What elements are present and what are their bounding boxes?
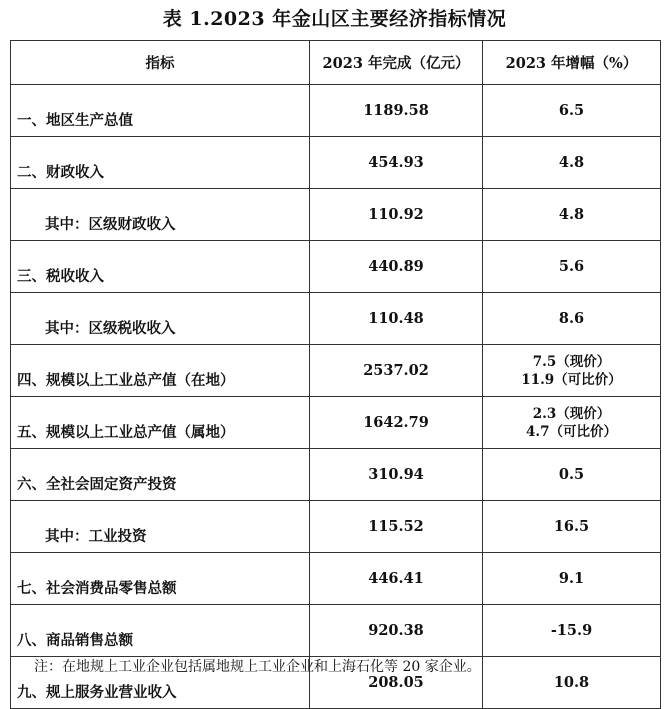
- growth-value: 11.9（可比价）: [521, 371, 622, 388]
- indicator-value: 110.92: [310, 189, 483, 241]
- header-row: [11, 41, 661, 85]
- indicator-name: 其中：工业投资: [11, 501, 310, 553]
- table-row: [11, 189, 661, 241]
- indicator-growth: [483, 85, 661, 137]
- indicator-growth: [483, 657, 661, 709]
- indicator-value: 310.94: [310, 449, 483, 501]
- indicator-growth: [483, 345, 661, 397]
- indicator-name: 二、财政收入: [11, 137, 310, 189]
- indicator-value: 446.41: [310, 553, 483, 605]
- table-row: [11, 501, 661, 553]
- indicator-name: 其中：区级财政收入: [11, 189, 310, 241]
- indicator-growth: [483, 501, 661, 553]
- indicator-name: 一、地区生产总值: [11, 85, 310, 137]
- indicator-name: 四、规模以上工业总产值（在地）: [11, 345, 310, 397]
- table-row: [11, 293, 661, 345]
- indicator-table: [10, 40, 661, 709]
- table-body: [11, 85, 661, 709]
- indicator-name: 六、全社会固定资产投资: [11, 449, 310, 501]
- growth-value: 9.1: [558, 570, 585, 587]
- growth-value: 16.5: [553, 518, 590, 535]
- indicator-value: 1642.79: [310, 397, 483, 449]
- table-row: [11, 85, 661, 137]
- table-row: [11, 449, 661, 501]
- indicator-value: 454.93: [310, 137, 483, 189]
- header-growth: 2023 年增幅（%）: [483, 41, 661, 85]
- indicator-growth: [483, 137, 661, 189]
- indicator-name: 九、规上服务业营业收入: [11, 657, 310, 709]
- indicator-name: 七、社会消费品零售总额: [11, 553, 310, 605]
- indicator-value: 440.89: [310, 241, 483, 293]
- indicator-name: 其中：区级税收收入: [11, 293, 310, 345]
- indicator-name: 三、税收收入: [11, 241, 310, 293]
- indicator-value: 920.38: [310, 605, 483, 657]
- growth-value: 6.5: [558, 102, 585, 119]
- table-row: [11, 397, 661, 449]
- table-row: [11, 553, 661, 605]
- indicator-growth: [483, 189, 661, 241]
- header-indicator: 指标: [11, 41, 310, 85]
- indicator-name: 八、商品销售总额: [11, 605, 310, 657]
- table-row: [11, 241, 661, 293]
- table-title: 表 1.2023 年金山区主要经济指标情况: [162, 8, 507, 30]
- indicator-name: 五、规模以上工业总产值（属地）: [11, 397, 310, 449]
- indicator-value: 110.48: [310, 293, 483, 345]
- indicator-value: 115.52: [310, 501, 483, 553]
- indicator-growth: [483, 241, 661, 293]
- growth-value: 5.6: [558, 258, 585, 275]
- indicator-value: 208.05: [310, 657, 483, 709]
- indicator-value: 2537.02: [310, 345, 483, 397]
- growth-value: 0.5: [558, 466, 585, 483]
- indicator-growth: [483, 605, 661, 657]
- table-row: [11, 137, 661, 189]
- table-row: [11, 345, 661, 397]
- growth-value: 4.8: [558, 154, 585, 171]
- growth-value: 8.6: [558, 310, 585, 327]
- growth-value: 4.8: [558, 206, 585, 223]
- indicator-growth: [483, 397, 661, 449]
- indicator-growth: [483, 293, 661, 345]
- growth-value: -15.9: [550, 622, 593, 639]
- growth-value: 7.5（现价）: [532, 353, 611, 370]
- growth-value: 4.7（可比价）: [526, 423, 617, 440]
- growth-value: 2.3（现价）: [532, 405, 611, 422]
- growth-value: 10.8: [553, 674, 590, 691]
- indicator-growth: [483, 449, 661, 501]
- header-value: 2023 年完成（亿元）: [310, 41, 483, 85]
- table-row: [11, 605, 661, 657]
- indicator-growth: [483, 553, 661, 605]
- indicator-value: 1189.58: [310, 85, 483, 137]
- footnote: 注：在地规上工业企业包括属地规上工业企业和上海石化等 20 家企业。: [34, 659, 481, 675]
